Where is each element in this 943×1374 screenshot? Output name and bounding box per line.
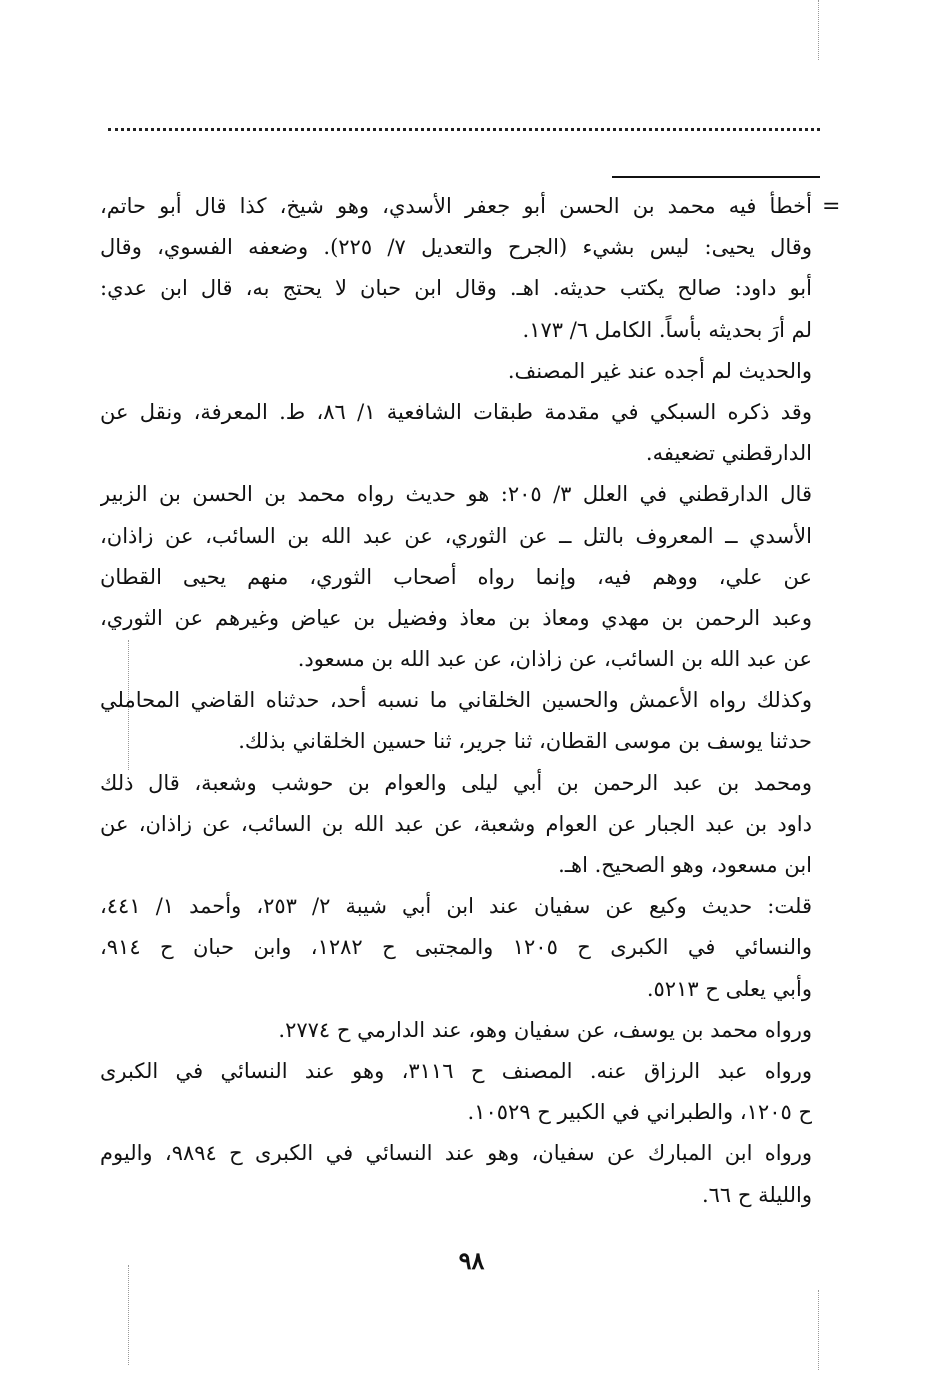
right-margin-dotted-line bbox=[818, 0, 819, 60]
text-line: لم أرَ بحديثه بأساً. الكامل ٦/ ١٧٣. bbox=[522, 317, 812, 342]
text-line: أبو داود: صالح يكتب حديثه. اهـ. وقال ابن حبان لا يحتج به، قال ابن عدي: bbox=[100, 276, 812, 301]
text-line: داود بن عبد الجبار عن العوام وشعبة، عن عبد الله بن السائب، عن زاذان، عن bbox=[100, 811, 812, 836]
footnote-separator-rule bbox=[612, 176, 820, 178]
text-line: حدثنا يوسف بن موسى القطان، ثنا جرير، ثنا حسين الخلقاني بذلك. bbox=[238, 729, 812, 754]
footnote-continuation-mark: = bbox=[822, 194, 841, 219]
text-line: والليلة ح ٦٦. bbox=[701, 1182, 812, 1207]
text-line: قلت: حديث وكيع عن سفيان عند ابن أبي شيبة ٢/ ٢٥٣، وأحمد ١/ ٤٤١، bbox=[100, 894, 812, 919]
text-line: الأسدي ــ المعروف بالتل ــ عن الثوري، عن عبد الله بن السائب، عن زاذان، bbox=[100, 523, 812, 548]
text-line: أخطأ فيه محمد بن الحسن أبو جعفر الأسدي، وهو شيخ، كذا قال أبو حاتم، bbox=[100, 194, 812, 218]
text-line: وكذلك رواه الأعمش والحسين الخلقاني ما نسبه أحد، حدثناه القاضي المحاملي bbox=[100, 688, 812, 713]
left-margin-dotted-line bbox=[128, 1265, 129, 1365]
text-line: وعبد الرحمن بن مهدي ومعاذ بن معاذ وفضيل بن عياض وغيرهم عن الثوري، bbox=[100, 605, 812, 630]
text-line: ابن مسعود، وهو الصحيح. اهـ. bbox=[558, 853, 812, 877]
text-line: ورواه عبد الرزاق عنه. المصنف ح ٣١١٦، وهو عند النسائي في الكبرى bbox=[100, 1058, 812, 1083]
text-line: عن عبد الله بن السائب، عن زاذان، عن عبد الله بن مسعود. bbox=[297, 647, 812, 672]
text-line: قال الدارقطني في العلل ٣/ ٢٠٥: هو حديث رواه محمد بن الحسن بن الزبير bbox=[100, 482, 812, 507]
text-line: ح ١٢٠٥، والطبراني في الكبير ح ١٠٥٢٩. bbox=[467, 1100, 812, 1125]
page-number: ٩٨ bbox=[458, 1246, 485, 1275]
text-line: ورواه ابن المبارك عن سفيان، وهو عند النسائي في الكبرى ح ٩٨٩٤، واليوم bbox=[100, 1141, 812, 1166]
text-line: وقد ذكره السبكي في مقدمة طبقات الشافعية ١/ ٨٦، ط. المعرفة، ونقل عن bbox=[100, 399, 812, 424]
text-line: والنسائي في الكبرى ح ١٢٠٥ والمجتبى ح ١٢٨٢، وابن حبان ح ٩١٤، bbox=[100, 935, 812, 960]
right-margin-dotted-line bbox=[818, 1290, 819, 1370]
footnote-text-block bbox=[100, 186, 812, 1216]
header-dotted-separator bbox=[108, 128, 820, 131]
text-line: عن علي، ووهم فيه، وإنما رواه أصحاب الثوري، منهم يحيى القطان bbox=[100, 564, 812, 589]
text-line: وأبي يعلى ح ٥٢١٣. bbox=[646, 976, 812, 1001]
text-line: ومحمد بن عبد الرحمن بن أبي ليلى والعوام بن حوشب وشعبة، قال ذلك bbox=[100, 770, 812, 795]
text-line: الدارقطني تضعيفه. bbox=[645, 441, 812, 466]
text-line: والحديث لم أجده عند غير المصنف. bbox=[507, 358, 812, 383]
text-line: ورواه محمد بن يوسف، عن سفيان وهو، عند الدارمي ح ٢٧٧٤. bbox=[278, 1017, 812, 1042]
text-line: وقال يحيى: ليس بشيء (الجرح والتعديل ٧/ ٢٢٥). وضعفه الفسوي، وقال bbox=[100, 235, 812, 260]
